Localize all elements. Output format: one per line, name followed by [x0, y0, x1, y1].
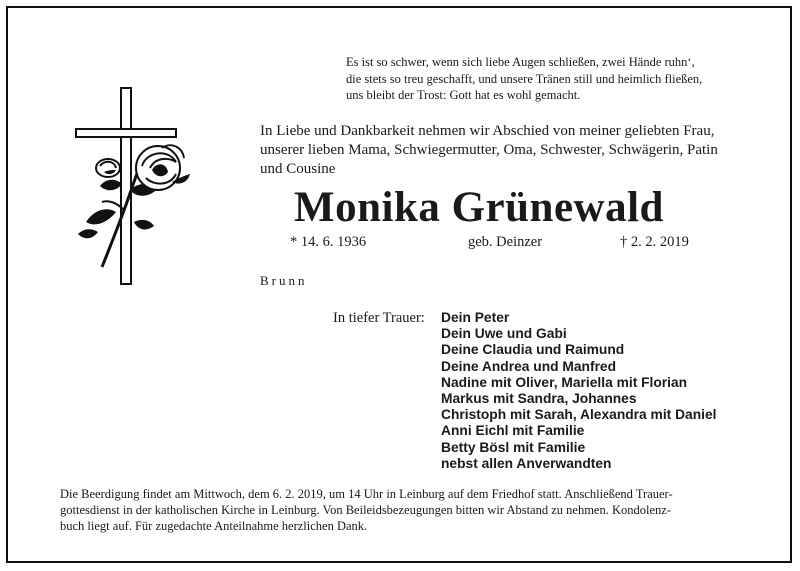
intro-line: und Cousine — [260, 161, 336, 177]
death-date: † 2. 2. 2019 — [620, 234, 689, 250]
funeral-notice — [60, 486, 750, 534]
funeral-line: buch liegt auf. Für zugedachte Anteilnahme herzlichen Dank. — [60, 519, 368, 533]
obituary-card — [6, 6, 792, 563]
mourners-list — [441, 310, 717, 472]
residence-place: Brunn — [260, 273, 308, 288]
poem — [346, 54, 702, 104]
funeral-line: Die Beerdigung findet am Mittwoch, dem 6. 2. 2019, um 14 Uhr in Leinburg auf dem Friedhof statt. Anschließend Trauer- — [60, 487, 673, 501]
mourner-entry: Betty Bösl mit Familie — [441, 439, 586, 455]
mourner-entry: Markus mit Sandra, Johannes — [441, 391, 637, 407]
mourner-entry: Christoph mit Sarah, Alexandra mit Daniel — [441, 407, 717, 423]
mourner-entry: Anni Eichl mit Familie — [441, 423, 585, 439]
cross-with-rose-icon — [72, 82, 202, 292]
funeral-line: gottesdienst in der katholischen Kirche in Leinburg. Von Beileidsbezeugungen bitten wir Abstand zu nehmen. Kondolenz- — [60, 503, 671, 517]
mourner-entry: nebst allen Anverwandten — [441, 455, 612, 471]
farewell-intro — [260, 122, 760, 179]
poem-line: Es ist so schwer, wenn sich liebe Augen schließen, zwei Hände ruhn‘, — [346, 55, 695, 69]
intro-line: unserer lieben Mama, Schwiegermutter, Oma, Schwester, Schwägerin, Patin — [260, 142, 718, 158]
mourning-label: In tiefer Trauer: — [333, 310, 425, 326]
maiden-name: geb. Deinzer — [468, 234, 543, 250]
poem-line: uns bleibt der Trost: Gott hat es wohl gemacht. — [346, 88, 581, 102]
mourner-entry: Deine Andrea und Manfred — [441, 358, 617, 374]
intro-line: In Liebe und Dankbarkeit nehmen wir Abschied von meiner geliebten Frau, — [260, 123, 715, 139]
mourner-entry: Nadine mit Oliver, Mariella mit Florian — [441, 374, 688, 390]
deceased-name: Monika Grünewald — [294, 184, 664, 231]
mourner-entry: Deine Claudia und Raimund — [441, 342, 625, 358]
birth-date: * 14. 6. 1936 — [290, 234, 367, 250]
mourner-entry: Dein Uwe und Gabi — [441, 326, 567, 342]
poem-line: die stets so treu geschafft, und unsere Tränen still und heimlich fließen, — [346, 71, 703, 86]
mourner-entry: Dein Peter — [441, 310, 510, 325]
